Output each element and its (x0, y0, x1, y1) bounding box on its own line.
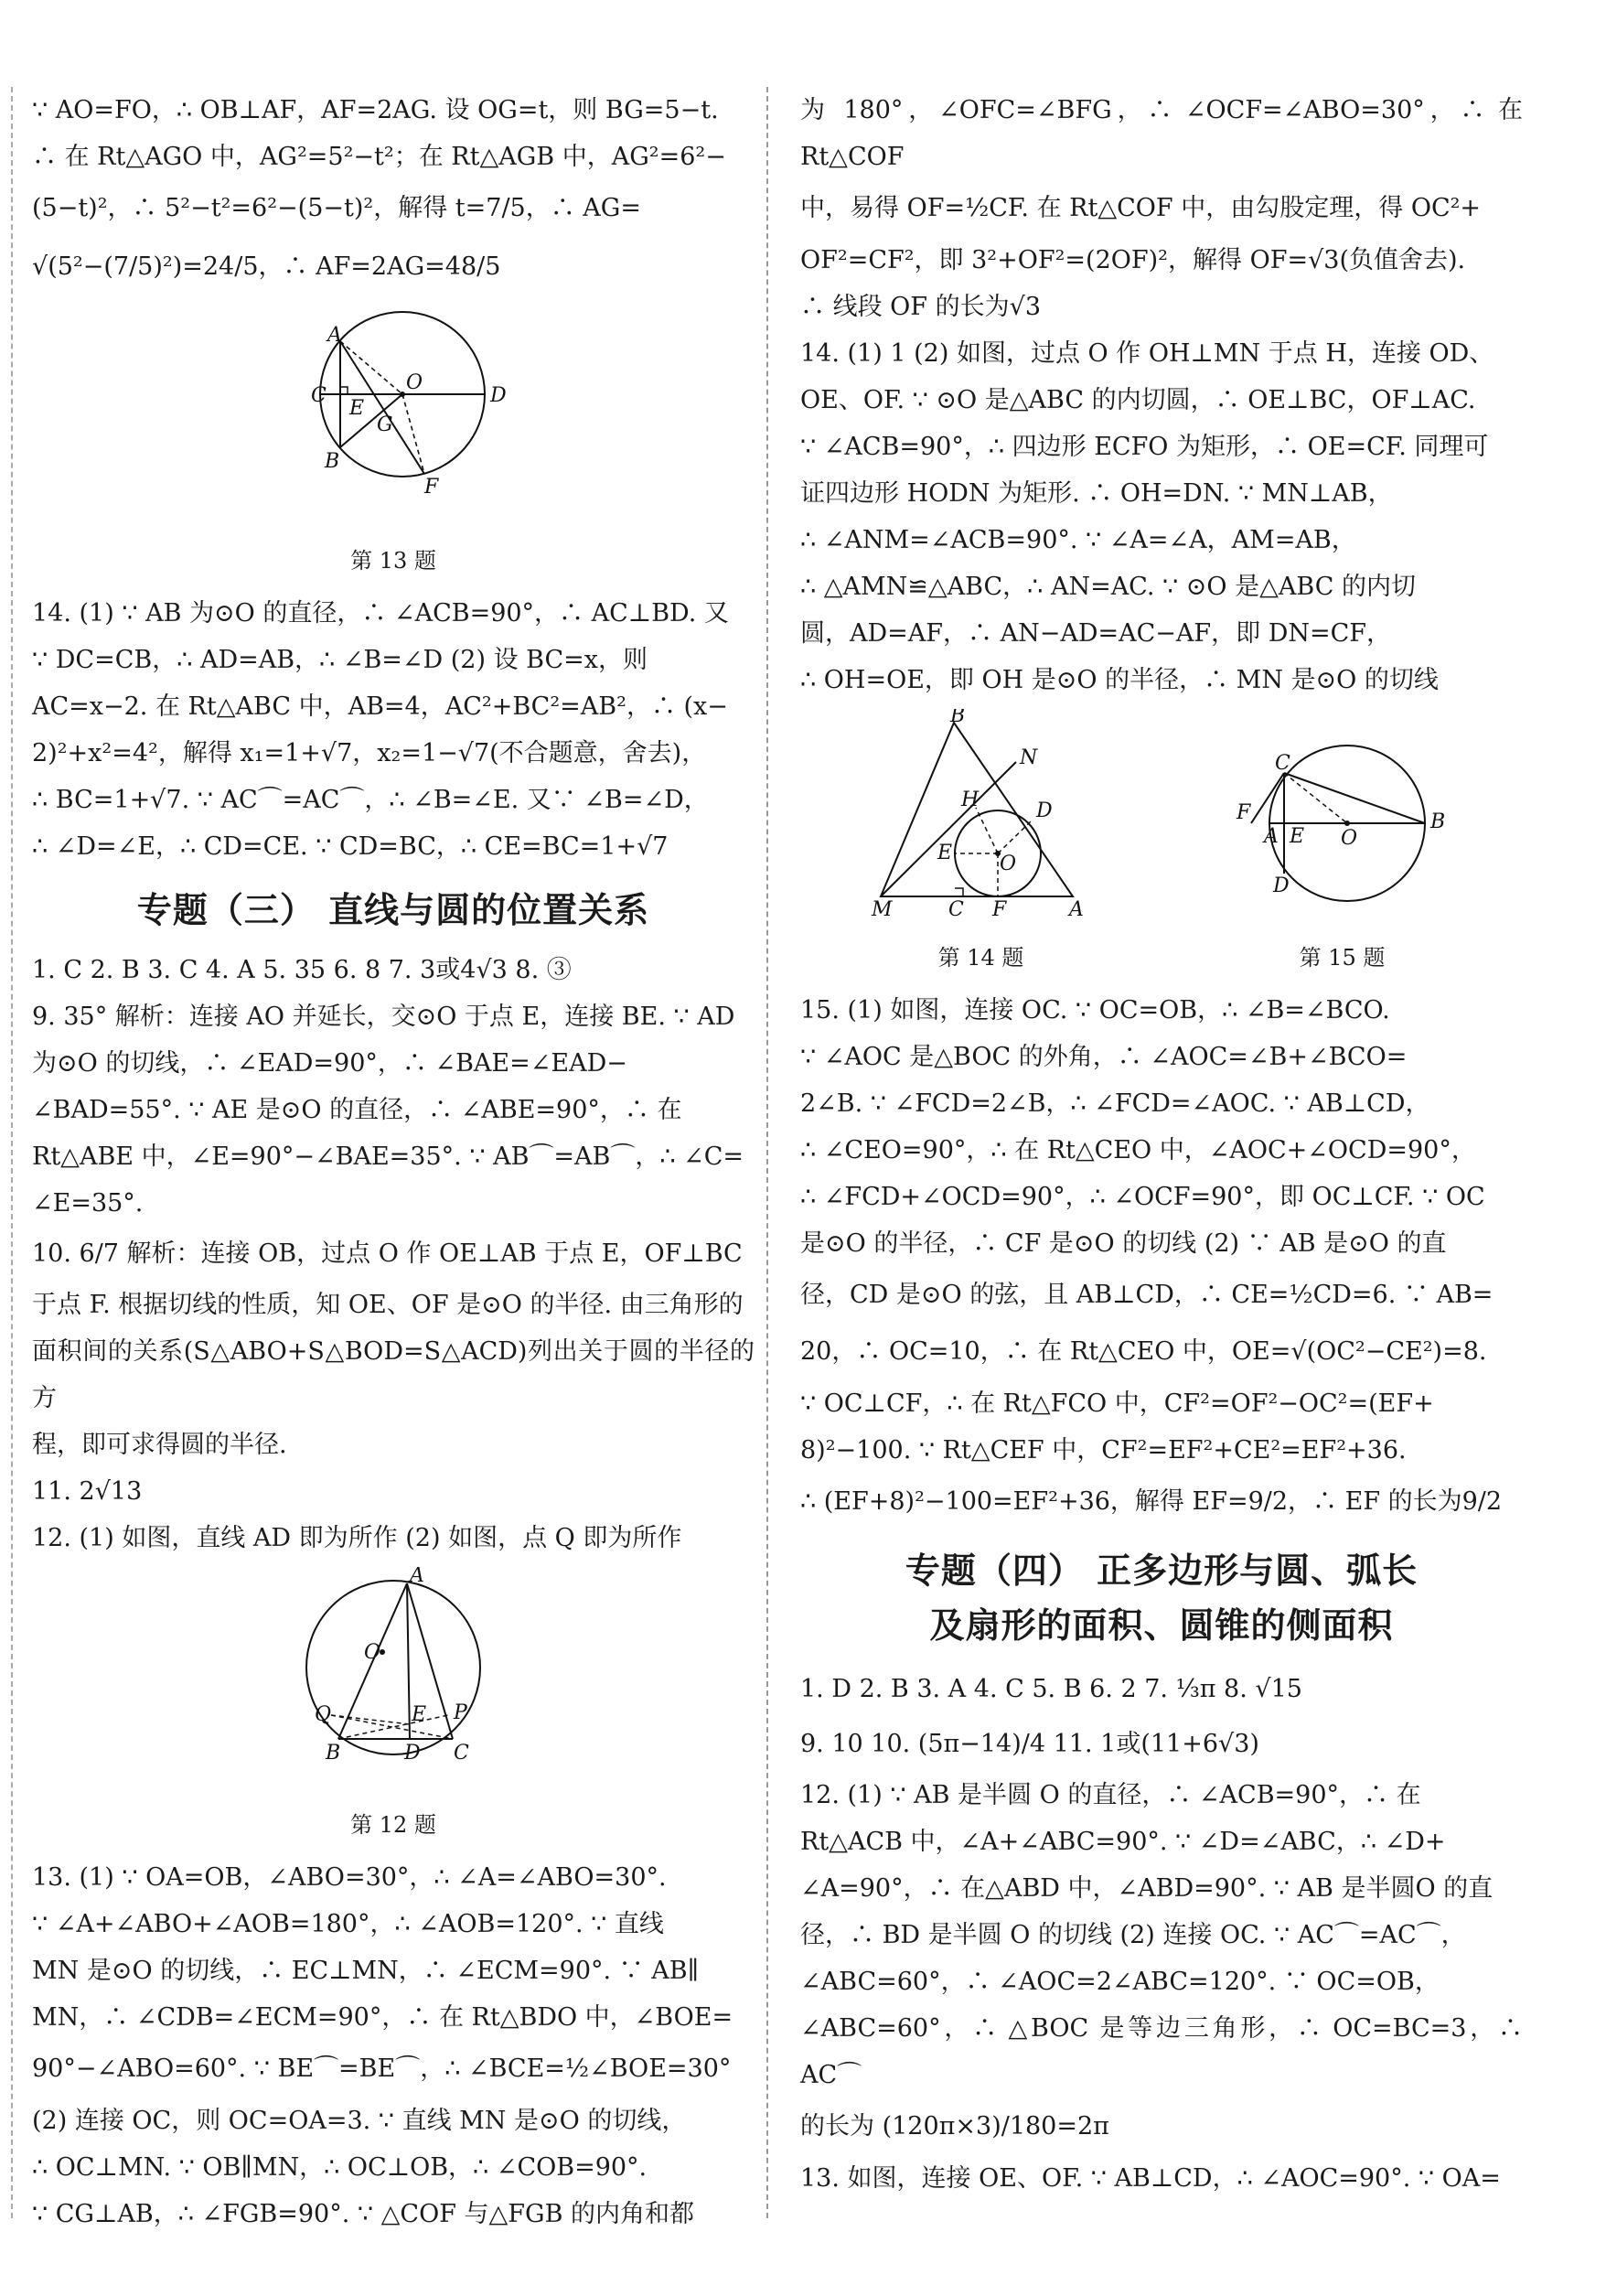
text-line: 8)²−100. ∵ Rt△CEF 中，CF²=EF²+CE²=EF²+36. (800, 1436, 1407, 1465)
text-line: 中，易得 OF=½CF. 在 Rt△COF 中，由勾股定理，得 OC²+ (800, 194, 1482, 222)
text-line: ∴ 在 Rt△AGO 中，AG²=5²−t²；在 Rt△AGB 中，AG²=6²− (32, 143, 726, 171)
text-line: ∴ ∠ANM=∠ACB=90°. ∵ ∠A=∠A，AM=AB， (800, 526, 1356, 554)
text-line: ∵ ∠AOC 是△BOC 的外角，∴ ∠AOC=∠B+∠BCO= (800, 1043, 1408, 1071)
label-E: E (349, 397, 365, 420)
text-line: ∴ BC=1+√7. ∵ AC⌒=AC⌒，∴ ∠B=∠E. 又∵ ∠B=∠D， (32, 786, 709, 814)
text-line: 20，∴ OC=10，∴ 在 Rt△CEO 中，OE=√(OC²−CE²)=8. (800, 1337, 1487, 1366)
label-H: H (960, 789, 979, 811)
label-O: O (364, 1641, 381, 1664)
label-M: M (871, 898, 893, 919)
text-line: ∴ OC⊥MN. ∵ OB∥MN，∴ OC⊥OB，∴ ∠COB=90°. (32, 2153, 648, 2182)
text-line: 13. (1) ∵ OA=OB，∠ABO=30°，∴ ∠A=∠ABO=30°. (32, 1863, 667, 1892)
text-line: ∠A=90°，∴ 在△ABD 中，∠ABD=90°. ∵ AB 是半圆O 的直 (800, 1874, 1494, 1903)
label-F: F (424, 476, 439, 499)
label-Q: Q (315, 1703, 332, 1726)
text-line: ∴ 线段 OF 的长为√3 (800, 293, 1041, 321)
label-C: C (948, 898, 964, 919)
text-line: 14. (1) ∵ AB 为⊙O 的直径，∴ ∠ACB=90°，∴ AC⊥BD. 又 (32, 599, 729, 628)
text-line: 于点 F. 根据切线的性质，知 OE、OF 是⊙O 的半径. 由三角形的 (32, 1291, 744, 1319)
label-C: C (1274, 752, 1290, 775)
text-line: MN，∴ ∠CDB=∠ECM=90°，∴ 在 Rt△BDO 中，∠BOE= (32, 2003, 733, 2032)
label-D: D (1035, 799, 1053, 822)
answer-line: 1. D 2. B 3. A 4. C 5. B 6. 2 7. ⅓π 8. √15 (800, 1675, 1302, 1703)
text-line: (2) 连接 OC，则 OC=OA=3. ∵ 直线 MN 是⊙O 的切线， (32, 2107, 687, 2135)
text-line: ∵ ∠ACB=90°，∴ 四边形 ECFO 为矩形，∴ OE=CF. 同理可 (800, 433, 1489, 461)
text-line: 径，∴ BD 是半圆 O 的切线 (2) 连接 OC. ∵ AC⌒=AC⌒， (800, 1921, 1466, 1949)
text-line: ∴ OH=OE，即 OH 是⊙O 的半径，∴ MN 是⊙O 的切线 (800, 666, 1439, 694)
text-line: ∵ DC=CB，∴ AD=AB，∴ ∠B=∠D (2) 设 BC=x，则 (32, 646, 648, 674)
text-line: ∵ OC⊥CF，∴ 在 Rt△FCO 中，CF²=OF²−OC²=(EF+ (800, 1389, 1434, 1418)
text-line: Rt△ABE 中，∠E=90°−∠BAE=35°. ∵ AB⌒=AB⌒，∴ ∠C= (32, 1143, 744, 1171)
figure-12-caption: 第 12 题 (350, 1812, 436, 1838)
figure-14-svg (862, 709, 1100, 919)
figure-row-14-15 (800, 709, 1523, 982)
text-line: 是⊙O 的半径，∴ CF 是⊙O 的切线 (2) ∵ AB 是⊙O 的直 (800, 1229, 1447, 1258)
text-line: 圆，AD=AF，∴ AN−AD=AC−AF，即 DN=CF， (800, 619, 1391, 648)
label-D: D (490, 384, 507, 407)
label-A: A (1068, 898, 1084, 919)
label-F: F (991, 898, 1006, 919)
text-line: AC=x−2. 在 Rt△ABC 中，AB=4，AC²+BC²=AB²，∴ (x− (32, 692, 728, 721)
text-line: ∴ ∠CEO=90°，∴ 在 Rt△CEO 中，∠AOC+∠OCD=90°， (800, 1136, 1476, 1164)
heading-line-1: 专题（四） 正多边形与圆、弧长 (905, 1550, 1419, 1591)
text-line: 10. 6/7 解析：连接 OB，过点 O 作 OE⊥AB 于点 E，OF⊥BC (32, 1239, 743, 1268)
text-line: ∠E=35°. (32, 1189, 144, 1218)
figure-15-svg (1224, 727, 1461, 919)
label-D: D (1272, 874, 1290, 897)
right-column (800, 87, 1523, 2202)
text-line: ∠ABC=60°，∴ ∠AOC=2∠ABC=120°. ∵ OC=OB， (800, 1968, 1440, 1996)
label-P: P (454, 1701, 467, 1724)
label-C: C (454, 1742, 469, 1765)
text-line: (5−t)²，∴ 5²−t²=6²−(5−t)²，解得 t=7/5，∴ AG= (32, 194, 641, 222)
text-line: 程，即可求得圆的半径. (32, 1431, 287, 1459)
figure-15 (1224, 727, 1461, 982)
text-line: 90°−∠ABO=60°. ∵ BE⌒=BE⌒，∴ ∠BCE=½∠BOE=30° (32, 2055, 732, 2083)
text-line: ∴ (EF+8)²−100=EF²+36，解得 EF=9/2，∴ EF 的长为9/2 (800, 1487, 1503, 1516)
text-line: √(5²−(7/5)²)=24/5，∴ AF=2AG=48/5 (32, 252, 501, 281)
answer-line: 1. C 2. B 3. C 4. A 5. 35 6. 8 7. 3或4√3 8. ③ (32, 956, 572, 984)
text-line: 面积间的关系(S△ABO+S△BOD=S△ACD)列出关于圆的半径的方 (32, 1337, 755, 1412)
label-A: A (327, 324, 342, 347)
text-line: 15. (1) 如图，连接 OC. ∵ OC=OB，∴ ∠B=∠BCO. (800, 996, 1390, 1025)
text-line: 的长为 (120π×3)/180=2π (800, 2112, 1109, 2140)
answer-line: 9. 10 10. (5π−14)/4 11. 1或(11+6√3) (800, 1730, 1259, 1758)
figure-12 (32, 1567, 755, 1849)
text-line: 9. 35° 解析：连接 AO 并延长，交⊙O 于点 E，连接 BE. ∵ AD (32, 1003, 735, 1031)
text-line: ∵ CG⊥AB，∴ ∠FGB=90°. ∵ △COF 与△FGB 的内角和都 (32, 2200, 695, 2228)
label-B: B (325, 450, 340, 473)
text-line: ∠ABC=60°，∴ △BOC 是等边三角形，∴ OC=BC=3，∴ AC⌒ (800, 2014, 1523, 2089)
figure-15-caption: 第 15 题 (1299, 945, 1386, 971)
column-divider (766, 87, 768, 2218)
text-line: 径，CD 是⊙O 的弦，且 AB⊥CD，∴ CE=½CD=6. ∵ AB= (800, 1281, 1494, 1309)
label-C: C (311, 384, 327, 407)
heading-line-2: 及扇形的面积、圆锥的侧面积 (929, 1605, 1394, 1646)
label-E: E (412, 1703, 427, 1726)
label-E: E (1289, 825, 1304, 848)
text-line: ∴ ∠FCD+∠OCD=90°，∴ ∠OCF=90°，即 OC⊥CF. ∵ OC (800, 1183, 1485, 1211)
label-G: G (377, 413, 393, 436)
label-E: E (937, 842, 952, 864)
text-line: Rt△ACB 中，∠A+∠ABC=90°. ∵ ∠D=∠ABC，∴ ∠D+ (800, 1828, 1446, 1856)
label-F: F (1236, 801, 1250, 824)
text-line: ∠BAD=55°. ∵ AE 是⊙O 的直径，∴ ∠ABE=90°，∴ 在 (32, 1096, 682, 1124)
left-column (32, 87, 755, 2237)
figure-13-caption: 第 13 题 (350, 548, 436, 574)
section-heading-3: 专题（三） 直线与圆的位置关系 (136, 890, 650, 930)
text-line: 11. 2√13 (32, 1477, 143, 1506)
text-line: ∵ ∠A+∠ABO+∠AOB=180°，∴ ∠AOB=120°. ∵ 直线 (32, 1910, 664, 1938)
figure-13 (32, 303, 755, 585)
figure-14-caption: 第 14 题 (937, 945, 1024, 971)
text-line: 为 180°，∠OFC=∠BFG，∴ ∠OCF=∠ABO=30°，∴ 在 Rt△COF (800, 96, 1523, 171)
text-line: ∵ AO=FO，∴ OB⊥AF，AF=2AG. 设 OG=t，则 BG=5−t. (32, 96, 719, 124)
label-O: O (406, 371, 423, 394)
label-D: D (404, 1742, 421, 1765)
left-margin-line (11, 87, 13, 2218)
text-line: 12. (1) ∵ AB 是半圆 O 的直径，∴ ∠ACB=90°，∴ 在 (800, 1781, 1421, 1809)
text-line: 2)²+x²=4²，解得 x₁=1+√7，x₂=1−√7(不合题意，舍去)， (32, 739, 707, 767)
text-line: 12. (1) 如图，直线 AD 即为所作 (2) 如图，点 Q 即为所作 (32, 1524, 682, 1552)
label-A: A (410, 1567, 424, 1587)
figure-12-svg (284, 1567, 503, 1786)
text-line: ∴ ∠D=∠E，∴ CD=CE. ∵ CD=BC，∴ CE=BC=1+√7 (32, 832, 669, 861)
label-B: B (326, 1742, 341, 1765)
text-line: ∴ △AMN≌△ABC，∴ AN=AC. ∵ ⊙O 是△ABC 的内切 (800, 573, 1416, 601)
text-line: 2∠B. ∵ ∠FCD=2∠B，∴ ∠FCD=∠AOC. ∵ AB⊥CD， (800, 1089, 1430, 1118)
text-line: OF²=CF²，即 3²+OF²=(2OF)²，解得 OF=√3(负值舍去). (800, 246, 1466, 274)
label-N: N (1019, 746, 1037, 769)
figure-14 (862, 709, 1100, 982)
text-line: MN 是⊙O 的切线，∴ EC⊥MN，∴ ∠ECM=90°. ∵ AB∥ (32, 1957, 700, 1985)
label-B: B (1429, 810, 1445, 833)
text-line: 证四边形 HODN 为矩形. ∴ OH=DN. ∵ MN⊥AB， (800, 479, 1393, 508)
label-B: B (949, 709, 965, 727)
section-heading-4 (800, 1543, 1523, 1653)
label-O: O (999, 853, 1016, 875)
figure-13-svg (274, 303, 512, 522)
label-A: A (1263, 825, 1279, 848)
text-line: 14. (1) 1 (2) 如图，过点 O 作 OH⊥MN 于点 H，连接 OD、 (800, 339, 1494, 368)
label-O: O (1340, 827, 1357, 850)
text-line: 为⊙O 的切线，∴ ∠EAD=90°，∴ ∠BAE=∠EAD− (32, 1049, 627, 1078)
text-line: 13. 如图，连接 OE、OF. ∵ AB⊥CD，∴ ∠AOC=90°. ∵ OA= (800, 2164, 1501, 2193)
text-line: OE、OF. ∵ ⊙O 是△ABC 的内切圆，∴ OE⊥BC，OF⊥AC. (800, 386, 1476, 414)
